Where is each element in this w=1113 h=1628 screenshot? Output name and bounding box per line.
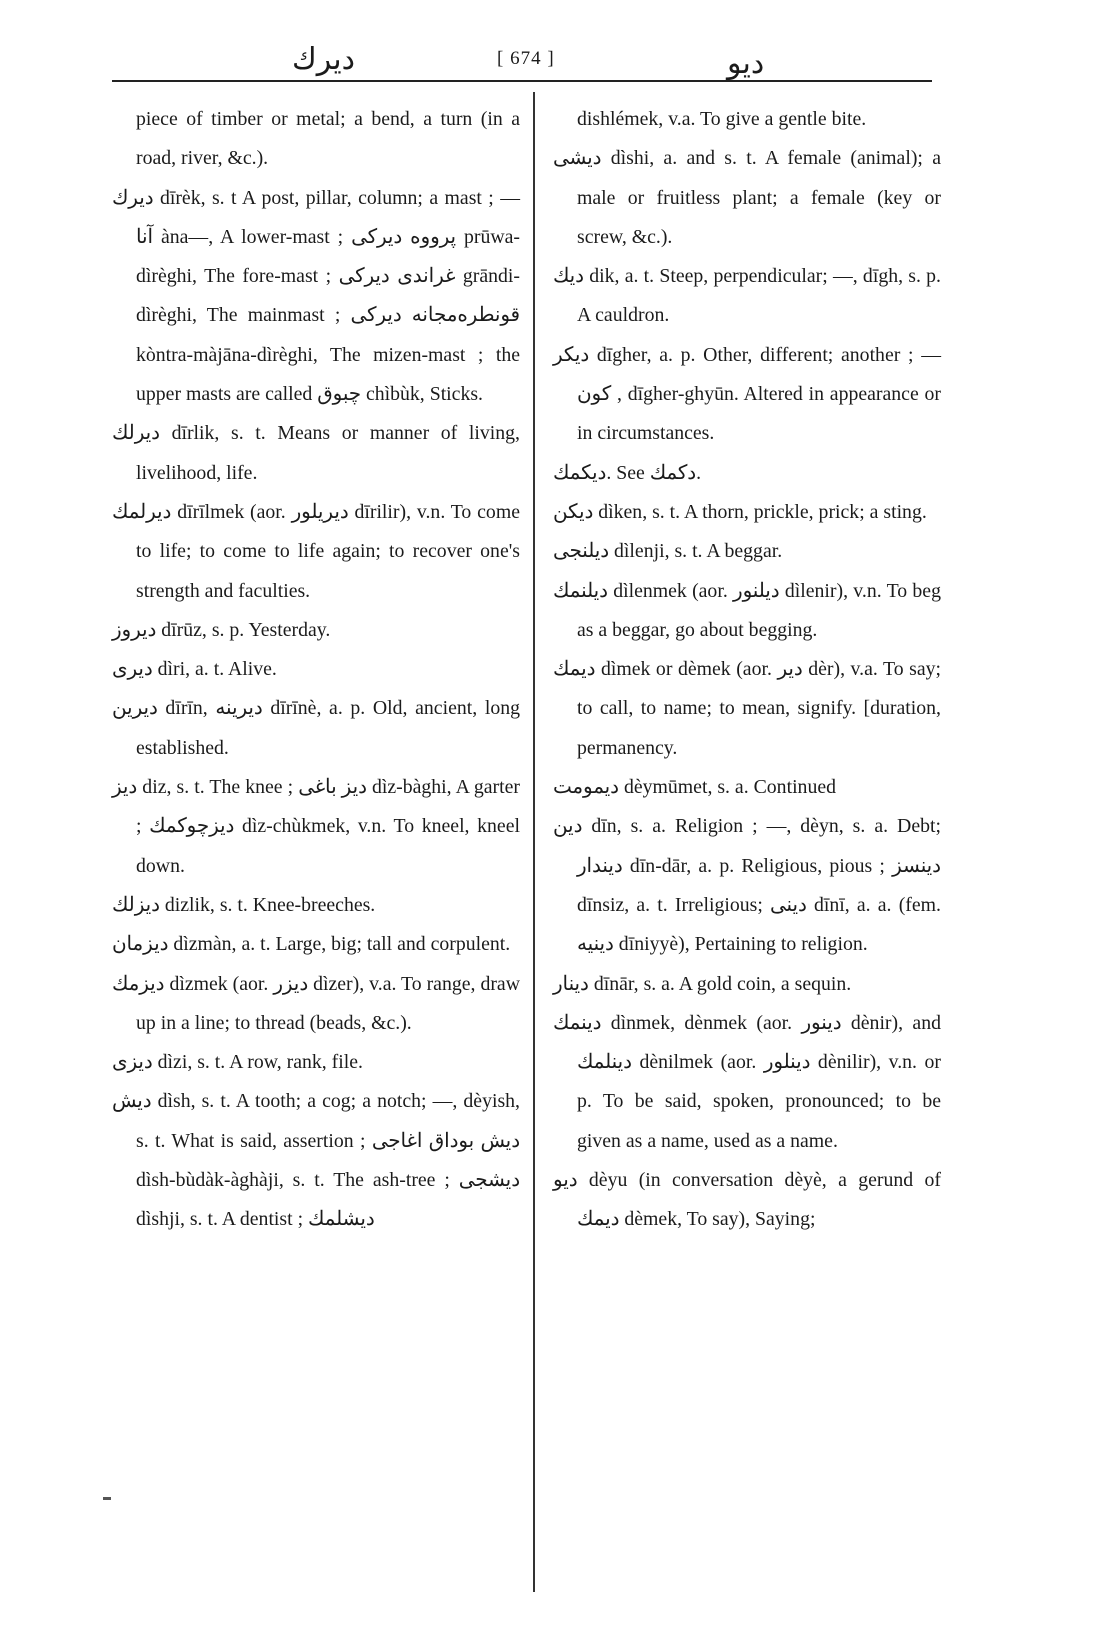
entry-dinmek: دينمك dìnmek, dènmek (aor. دينور dènir), and دينلمك dènilmek (aor. دينلور dènilir), v.n. or p. To be said, spoken, pronounced; to be given as a name, used as a name. <box>553 1011 941 1152</box>
entry-dizmek: ديزمك dìzmek (aor. ديزر dìzer), v.a. To range, draw up in a line; to thread (beads, &c.). <box>112 972 520 1034</box>
entry-dizman: ديزمان dìzmàn, a. t. Large, big; tall and corpulent. <box>112 933 511 956</box>
entry-dirilmek: ديرلمك dīrīlmek (aor. ديريلور dīrilir), v.n. To come to life; to come to life again; to recover one's strength and faculties. <box>112 500 520 602</box>
entry-dinar: دينار dīnār, s. a. A gold coin, a sequin. <box>553 972 852 995</box>
page-header <box>112 40 932 84</box>
entry-dishi: ديشى dìshi, a. and s. t. A female (animal); a male or fruitless plant; a female (key or screw, &c.). <box>553 147 941 248</box>
column-divider <box>533 92 535 1592</box>
entry-direk: ديرك dīrèk, s. t A post, pillar, column; a mast ; —آنا àna—, A lower-mast ; پرووه ديركى prūwa-dìrèghi, The fore-mast ; غراندى ديركى grāndi-dìrèghi, The mainmast ; قونطره‌مجانه ديركى kòntra-màjāna-dìrèghi, The mizen-mast ; the upper masts are called چبوق chìbùk, Sticks. <box>112 186 521 406</box>
entry-diri: ديرى dìri, a. t. Alive. <box>112 658 277 681</box>
entry-diken: ديكن dìken, s. t. A thorn, prickle, prick; a sting. <box>553 500 927 523</box>
entry-deyu: ديو dèyu (in conversation dèyè, a gerund of ديمك dèmek, To say), Saying; <box>553 1169 941 1231</box>
margin-mark <box>103 1497 111 1500</box>
entry-dik: ديك dik, a. t. Steep, perpendicular; —, dīgh, s. p. A cauldron. <box>553 265 941 327</box>
entry-diz: ديز diz, s. t. The knee ; ديز باغى dìz-bàghi, A garter ; ديزچوكمك dìz-chùkmek, v.n. To kneel, kneel down. <box>112 776 520 877</box>
entry-dimek: ديمك dìmek or dèmek (aor. دير dèr), v.a. To say; to call, to name; to mean, signify. [duration, permanency. <box>553 658 941 759</box>
page-number: [ 674 ] <box>497 48 555 69</box>
entry-din: دين dīn, s. a. Religion ; —, dèyn, s. a. Debt; ديندار dīn-dār, a. p. Religious, pious ; دينسز dīnsiz, a. t. Irreligious; دينى dīnī, a. a. (fem. دينيه dīniyyè), Pertaining to religion. <box>553 815 941 956</box>
left-column <box>112 100 520 1240</box>
entry-continuation: piece of timber or metal; a bend, a turn (in a road, river, &c.). <box>136 108 520 170</box>
entry-continuation: dishlémek, v.a. To give a gentle bite. <box>577 108 867 130</box>
entry-diruz: ديروز dīrūz, s. p. Yesterday. <box>112 618 331 641</box>
entry-dirin: ديرين dīrīn, ديرينه dīrīnè, a. p. Old, ancient, long established. <box>112 697 520 759</box>
header-right-word: ديو <box>727 46 765 81</box>
header-left-word: ديرك <box>292 42 355 77</box>
entry-dizlik: ديزلك dizlik, s. t. Knee-breeches. <box>112 893 376 916</box>
entry-dish: ديش dìsh, s. t. A tooth; a cog; a notch; —, dèyish, s. t. What is said, assertion ; ديش بوداق اغاجى dìsh-bùdàk-àghàji, s. t. The ash-tree ; ديشجى dìshji, s. t. A dentist ; ديشلمك <box>112 1090 520 1231</box>
entry-dilenji: ديلنجى dìlenji, s. t. A beggar. <box>553 540 783 563</box>
entry-deymumet: ديمومت dèymūmet, s. a. Continued <box>553 776 837 799</box>
entry-dirlik: ديرلك dīrlik, s. t. Means or manner of living, livelihood, life. <box>112 422 520 484</box>
right-column <box>553 100 941 1240</box>
entry-dilenmek: ديلنمك dìlenmek (aor. ديلنور dìlenir), v.n. To beg as a beggar, go about begging. <box>553 579 941 641</box>
entry-digher: ديكر dīgher, a. p. Other, different; another ; —كون , dīgher-ghyūn. Altered in appearance or in circumstances. <box>553 343 941 445</box>
entry-dizi: ديزى dìzi, s. t. A row, rank, file. <box>112 1051 363 1074</box>
entry-dikmek: ديكمك. See دكمك. <box>553 461 702 484</box>
header-rule <box>112 80 932 82</box>
